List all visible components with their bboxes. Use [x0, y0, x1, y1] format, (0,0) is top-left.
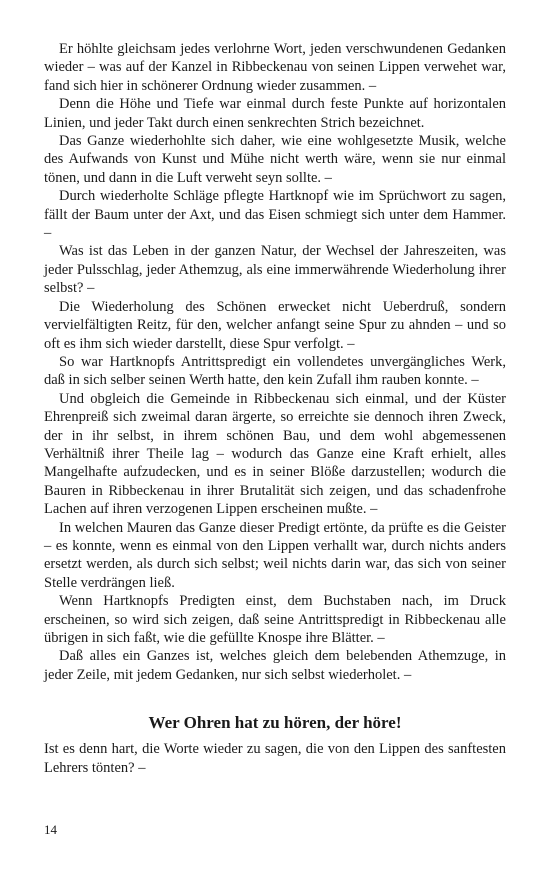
section-body [44, 740, 506, 777]
body-text [44, 40, 506, 684]
paragraph: Was ist das Leben in der ganzen Natur, der Wechsel der Jahreszeiten, was jeder Pulsschlag, jeder Athemzug, als eine immerwährende Wiederholung ihrer selbst? – [44, 243, 506, 297]
paragraph: Daß alles ein Ganzes ist, welches gleich dem belebenden Athemzuge, in jeder Zeile, mit jedem Gedanken, nur sich selbst wiederholet. – [44, 648, 506, 683]
section-heading: Wer Ohren hat zu hören, der höre! [148, 713, 402, 733]
paragraph: Die Wiederholung des Schönen erwecket nicht Ueberdruß, sondern vervielfältigten Reitz, für den, welcher anfangt seine Spur zu ahnden – und so oft es ihm sich wieder darstellt, diese Spur verfolgt. – [44, 298, 506, 352]
paragraph: Und obgleich die Gemeinde in Ribbeckenau sich einmal, und der Küster Ehrenpreiß sich zweimal daran ärgerte, so erreichte sie dennoch ihren Zweck, der in ihr selbst, in ihrem schönen Bau, und dem wohl abgemessenen Verhältniß ihrer Theile lag – wodurch das Ganze eine Kraft erhielt, alles Mangelhafte aufzudecken, und es in seiner Blöße darzustellen; wodurch die Bauren in Ribbeckenau in ihrer Brutalität sich zeigen, und das schadenfrohe Lachen auf ihren verzogenen Lippen erscheinen mußte. – [44, 390, 506, 518]
page-number: 14 [44, 822, 57, 837]
paragraph: Ist es denn hart, die Worte wieder zu sagen, die von den Lippen des sanftesten Lehrers tönten? – [44, 741, 506, 776]
paragraph: So war Hartknopfs Antrittspredigt ein vollendetes unvergängliches Werk, daß in sich selber seinen Werth hatte, den kein Zufall ihm rauben konnte. – [44, 353, 506, 389]
paragraph: Das Ganze wiederhohlte sich daher, wie eine wohlgesetzte Musik, welche des Aufwands von Kunst und Mühe nicht werth wäre, wenn sie nur einmal tönen, und dann in die Luft verweht seyn sollte. – [44, 133, 506, 186]
paragraph: Er höhlte gleichsam jedes verlohrne Wort, jeden verschwundenen Gedanken wieder – was auf der Kanzel in Ribbeckenau von seinen Lippen verwehet war, fand sich hier in schönerer Ordnung wieder zusammen. – [44, 41, 506, 94]
paragraph: Denn die Höhe und Tiefe war einmal durch feste Punkte auf horizontalen Linien, und jeder Takt durch einen senkrechten Strich bezeichnet. [44, 96, 506, 131]
paragraph: Durch wiederholte Schläge pflegte Hartknopf wie im Sprüchwort zu sagen, fällt der Baum unter der Axt, und das Eisen schmiegt sich unter dem Hammer. – [44, 188, 506, 242]
paragraph: In welchen Mauren das Ganze dieser Predigt ertönte, da prüfte es die Geister – es konnte, wenn es einmal von den Lippen verhallt war, durch nichts anders ersetzt werden, als durch sich selbst; weil nichts darin war, das sich von seiner Stelle verdrängen ließ. [44, 519, 506, 591]
paragraph: Wenn Hartknopfs Predigten einst, dem Buchstaben nach, im Druck erscheinen, so wird sich zeigen, daß seine Antrittspredigt in Ribbeckenau alle übrigen in sich faßt, wie die gefüllte Knospe ihre Blätter. – [44, 593, 506, 646]
